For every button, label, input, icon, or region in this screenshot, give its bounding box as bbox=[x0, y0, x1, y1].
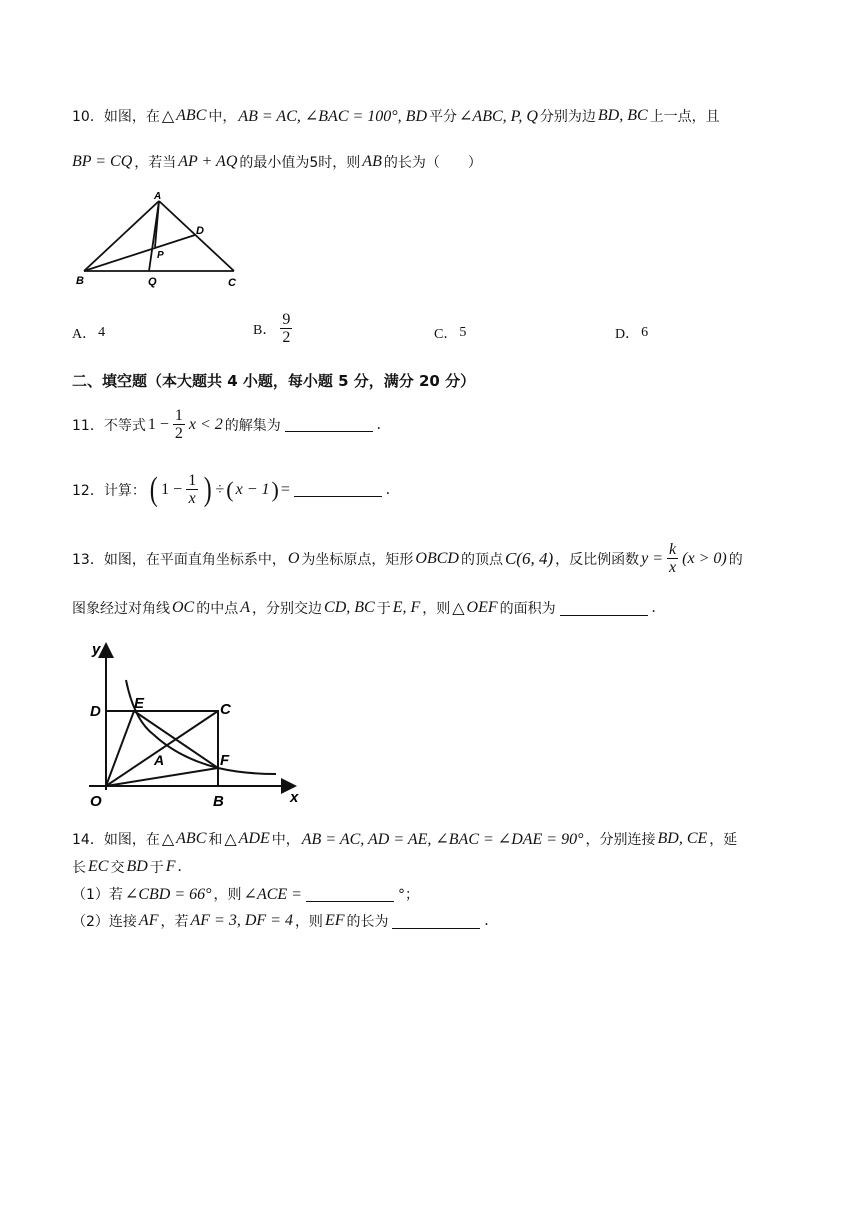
text: 的 bbox=[728, 551, 743, 568]
segment-oe bbox=[106, 711, 134, 786]
rect-name: OBCD bbox=[415, 549, 459, 567]
q12-number: 12．计算： bbox=[72, 482, 146, 499]
q11-line bbox=[72, 407, 381, 442]
option-value: 4 bbox=[98, 325, 106, 340]
point-o: O bbox=[287, 549, 300, 567]
option-letter: A． bbox=[72, 327, 97, 342]
triangle-name: OEF bbox=[466, 599, 498, 616]
label-y: y bbox=[92, 641, 101, 658]
option-c[interactable] bbox=[434, 323, 466, 343]
fraction-one-over-x bbox=[186, 472, 198, 507]
text: 中， bbox=[271, 832, 300, 848]
diag-oc bbox=[106, 711, 218, 786]
triangle-name: ADE bbox=[238, 830, 270, 847]
label-b: B bbox=[213, 793, 224, 810]
text: 的长为 bbox=[346, 914, 389, 930]
segment-oc: OC bbox=[172, 599, 195, 616]
text: 的最小值为5时，则 bbox=[239, 155, 361, 171]
condition: AB = AC, ∠BAC = 100°, BD bbox=[238, 108, 428, 125]
text: ，分别连接 bbox=[585, 832, 656, 848]
answer-blank[interactable] bbox=[392, 914, 480, 929]
q12-line bbox=[72, 472, 390, 507]
points-ef: E, F bbox=[392, 599, 421, 616]
q13-line2 bbox=[72, 598, 656, 618]
fraction-half bbox=[173, 407, 185, 442]
option-letter: D． bbox=[615, 327, 640, 342]
paren-open-small: ( bbox=[226, 476, 234, 502]
text: ，分别交边 bbox=[252, 601, 323, 617]
text: 分别为边 bbox=[539, 109, 596, 125]
option-a[interactable] bbox=[72, 323, 105, 343]
fraction-denominator: 2 bbox=[282, 329, 291, 346]
expr-part: x < 2 bbox=[188, 415, 223, 433]
label-e: E bbox=[134, 695, 145, 712]
segment-bd bbox=[84, 235, 195, 271]
period: . bbox=[385, 480, 390, 498]
segment-bd: BD bbox=[126, 858, 148, 875]
q14-part2 bbox=[72, 911, 488, 931]
fraction-numerator: k bbox=[669, 541, 677, 558]
text: ，则 bbox=[422, 601, 451, 617]
text: 的顶点 bbox=[460, 551, 503, 568]
option-value: 5 bbox=[459, 325, 467, 340]
text: 的长为（ ） bbox=[383, 155, 482, 171]
point-f: F bbox=[165, 858, 176, 875]
option-value: 6 bbox=[641, 325, 649, 340]
point-c: C(6, 4) bbox=[504, 548, 554, 568]
expr-ap-aq: AP + AQ bbox=[178, 153, 238, 170]
q10-line2 bbox=[72, 152, 482, 172]
condition: AF = 3, DF = 4 bbox=[190, 912, 293, 929]
fraction-numerator: 1 bbox=[188, 472, 197, 489]
equals-sign: = bbox=[280, 480, 290, 498]
label-x: x bbox=[290, 789, 299, 806]
fraction-denominator: x bbox=[669, 559, 677, 576]
q13-line1 bbox=[72, 541, 743, 576]
label-c: C bbox=[220, 701, 231, 718]
condition: AB = AC, AD = AE, ∠BAC = ∠DAE = 90° bbox=[301, 831, 584, 848]
text: （1）若 bbox=[72, 887, 123, 903]
triangle-symbol: △ bbox=[452, 600, 465, 617]
q13-number: 13．如图，在平面直角坐标系中， bbox=[72, 551, 286, 568]
fraction-k-over-x bbox=[667, 541, 678, 576]
text: 于 bbox=[149, 860, 164, 876]
q13-figure bbox=[84, 640, 309, 812]
condition: ∠CBD = 66° bbox=[124, 886, 212, 903]
segment-ec: EC bbox=[88, 858, 109, 875]
triangle-symbol: △ bbox=[161, 831, 175, 848]
option-fraction bbox=[280, 311, 292, 346]
hyperbola bbox=[126, 680, 276, 774]
sides: CD, BC bbox=[324, 599, 375, 616]
triangle-symbol: △ bbox=[161, 108, 175, 125]
expr-part: 1 − bbox=[161, 480, 183, 498]
period: . bbox=[484, 912, 489, 929]
text: 的面积为 bbox=[499, 601, 556, 617]
paren-close-small: ) bbox=[271, 476, 279, 502]
answer-blank[interactable] bbox=[306, 887, 394, 902]
text: 于 bbox=[376, 601, 391, 617]
segments: BD, CE bbox=[657, 830, 708, 847]
q10-number: 10．如图，在 bbox=[72, 109, 160, 125]
triangle-name: ABC bbox=[176, 830, 207, 847]
text: 平分 bbox=[429, 109, 458, 125]
text: 为坐标原点，矩形 bbox=[301, 551, 414, 568]
text: 上一点，且 bbox=[649, 109, 720, 125]
text: ，反比例函数 bbox=[555, 551, 640, 568]
section-title: 二、填空题（本大题共 4 小题，每小题 5 分，满分 20 分） bbox=[72, 372, 476, 390]
text: 中， bbox=[208, 109, 237, 125]
q14-part1 bbox=[72, 884, 419, 904]
label-a: A bbox=[154, 191, 162, 202]
divide-sign: ÷ bbox=[215, 480, 225, 498]
label-a: A bbox=[154, 752, 165, 768]
segment-ab: AB bbox=[362, 153, 382, 170]
q14-line2: 长 EC 交 BD 于 F . bbox=[72, 858, 182, 876]
text: ，延 bbox=[709, 832, 738, 848]
fraction-numerator: 9 bbox=[282, 311, 291, 328]
q14-line1 bbox=[72, 829, 737, 849]
segment-af: AF bbox=[138, 912, 159, 929]
label-q: Q bbox=[148, 276, 157, 288]
label-p: P bbox=[157, 250, 164, 261]
text: 的中点 bbox=[196, 601, 239, 617]
q14-number: 14．如图，在 bbox=[72, 832, 160, 848]
segments: BD, BC bbox=[597, 107, 648, 124]
angle-expr: ∠ABC, P, Q bbox=[459, 108, 538, 125]
option-d[interactable] bbox=[615, 323, 648, 343]
text: ，则 bbox=[213, 887, 242, 903]
text: 图象经过对角线 bbox=[72, 601, 170, 617]
option-letter: B． bbox=[253, 322, 277, 338]
answer-blank[interactable] bbox=[285, 417, 373, 432]
condition-bp-cq: BP = CQ bbox=[72, 153, 133, 170]
label-c: C bbox=[228, 277, 236, 289]
option-b[interactable] bbox=[253, 311, 294, 346]
expr-part: 1 − bbox=[147, 415, 169, 433]
fraction-numerator: 1 bbox=[174, 407, 183, 424]
segment-of bbox=[106, 768, 218, 786]
text: ，则 bbox=[294, 914, 323, 930]
label-d: D bbox=[196, 225, 204, 237]
option-letter: C． bbox=[434, 327, 458, 342]
paren-close: ) bbox=[203, 470, 212, 508]
paren-open: ( bbox=[149, 470, 158, 508]
text: 交 bbox=[110, 860, 125, 876]
q11-number: 11．不等式 bbox=[72, 417, 146, 434]
period: . bbox=[376, 415, 381, 433]
fraction-denominator: x bbox=[188, 490, 196, 507]
angle-ace: ∠ACE = bbox=[243, 886, 302, 903]
text: ，若当 bbox=[134, 155, 177, 171]
text: 和 bbox=[208, 832, 223, 848]
edge-ab bbox=[84, 201, 159, 271]
text: °； bbox=[397, 887, 419, 903]
q10-line1 bbox=[72, 106, 720, 126]
text: ，若 bbox=[160, 914, 189, 930]
func-lhs: y = bbox=[641, 549, 664, 567]
q10-figure bbox=[72, 190, 252, 295]
segment-ef: EF bbox=[324, 912, 345, 929]
answer-blank[interactable] bbox=[294, 482, 382, 497]
label-f: F bbox=[220, 752, 230, 769]
period: . bbox=[651, 599, 656, 616]
fraction-denominator: 2 bbox=[174, 425, 183, 442]
text: 长 bbox=[72, 860, 86, 876]
point-a: A bbox=[240, 599, 251, 616]
label-o: O bbox=[90, 793, 102, 810]
label-b: B bbox=[76, 275, 84, 287]
triangle-symbol: △ bbox=[224, 831, 237, 848]
triangle-name: ABC bbox=[176, 107, 207, 124]
domain-cond: (x > 0) bbox=[682, 549, 727, 567]
answer-blank[interactable] bbox=[560, 601, 648, 616]
label-d: D bbox=[90, 703, 101, 720]
expr-part: x − 1 bbox=[235, 480, 270, 498]
text: 的解集为 bbox=[224, 417, 281, 434]
text: （2）连接 bbox=[72, 914, 137, 930]
